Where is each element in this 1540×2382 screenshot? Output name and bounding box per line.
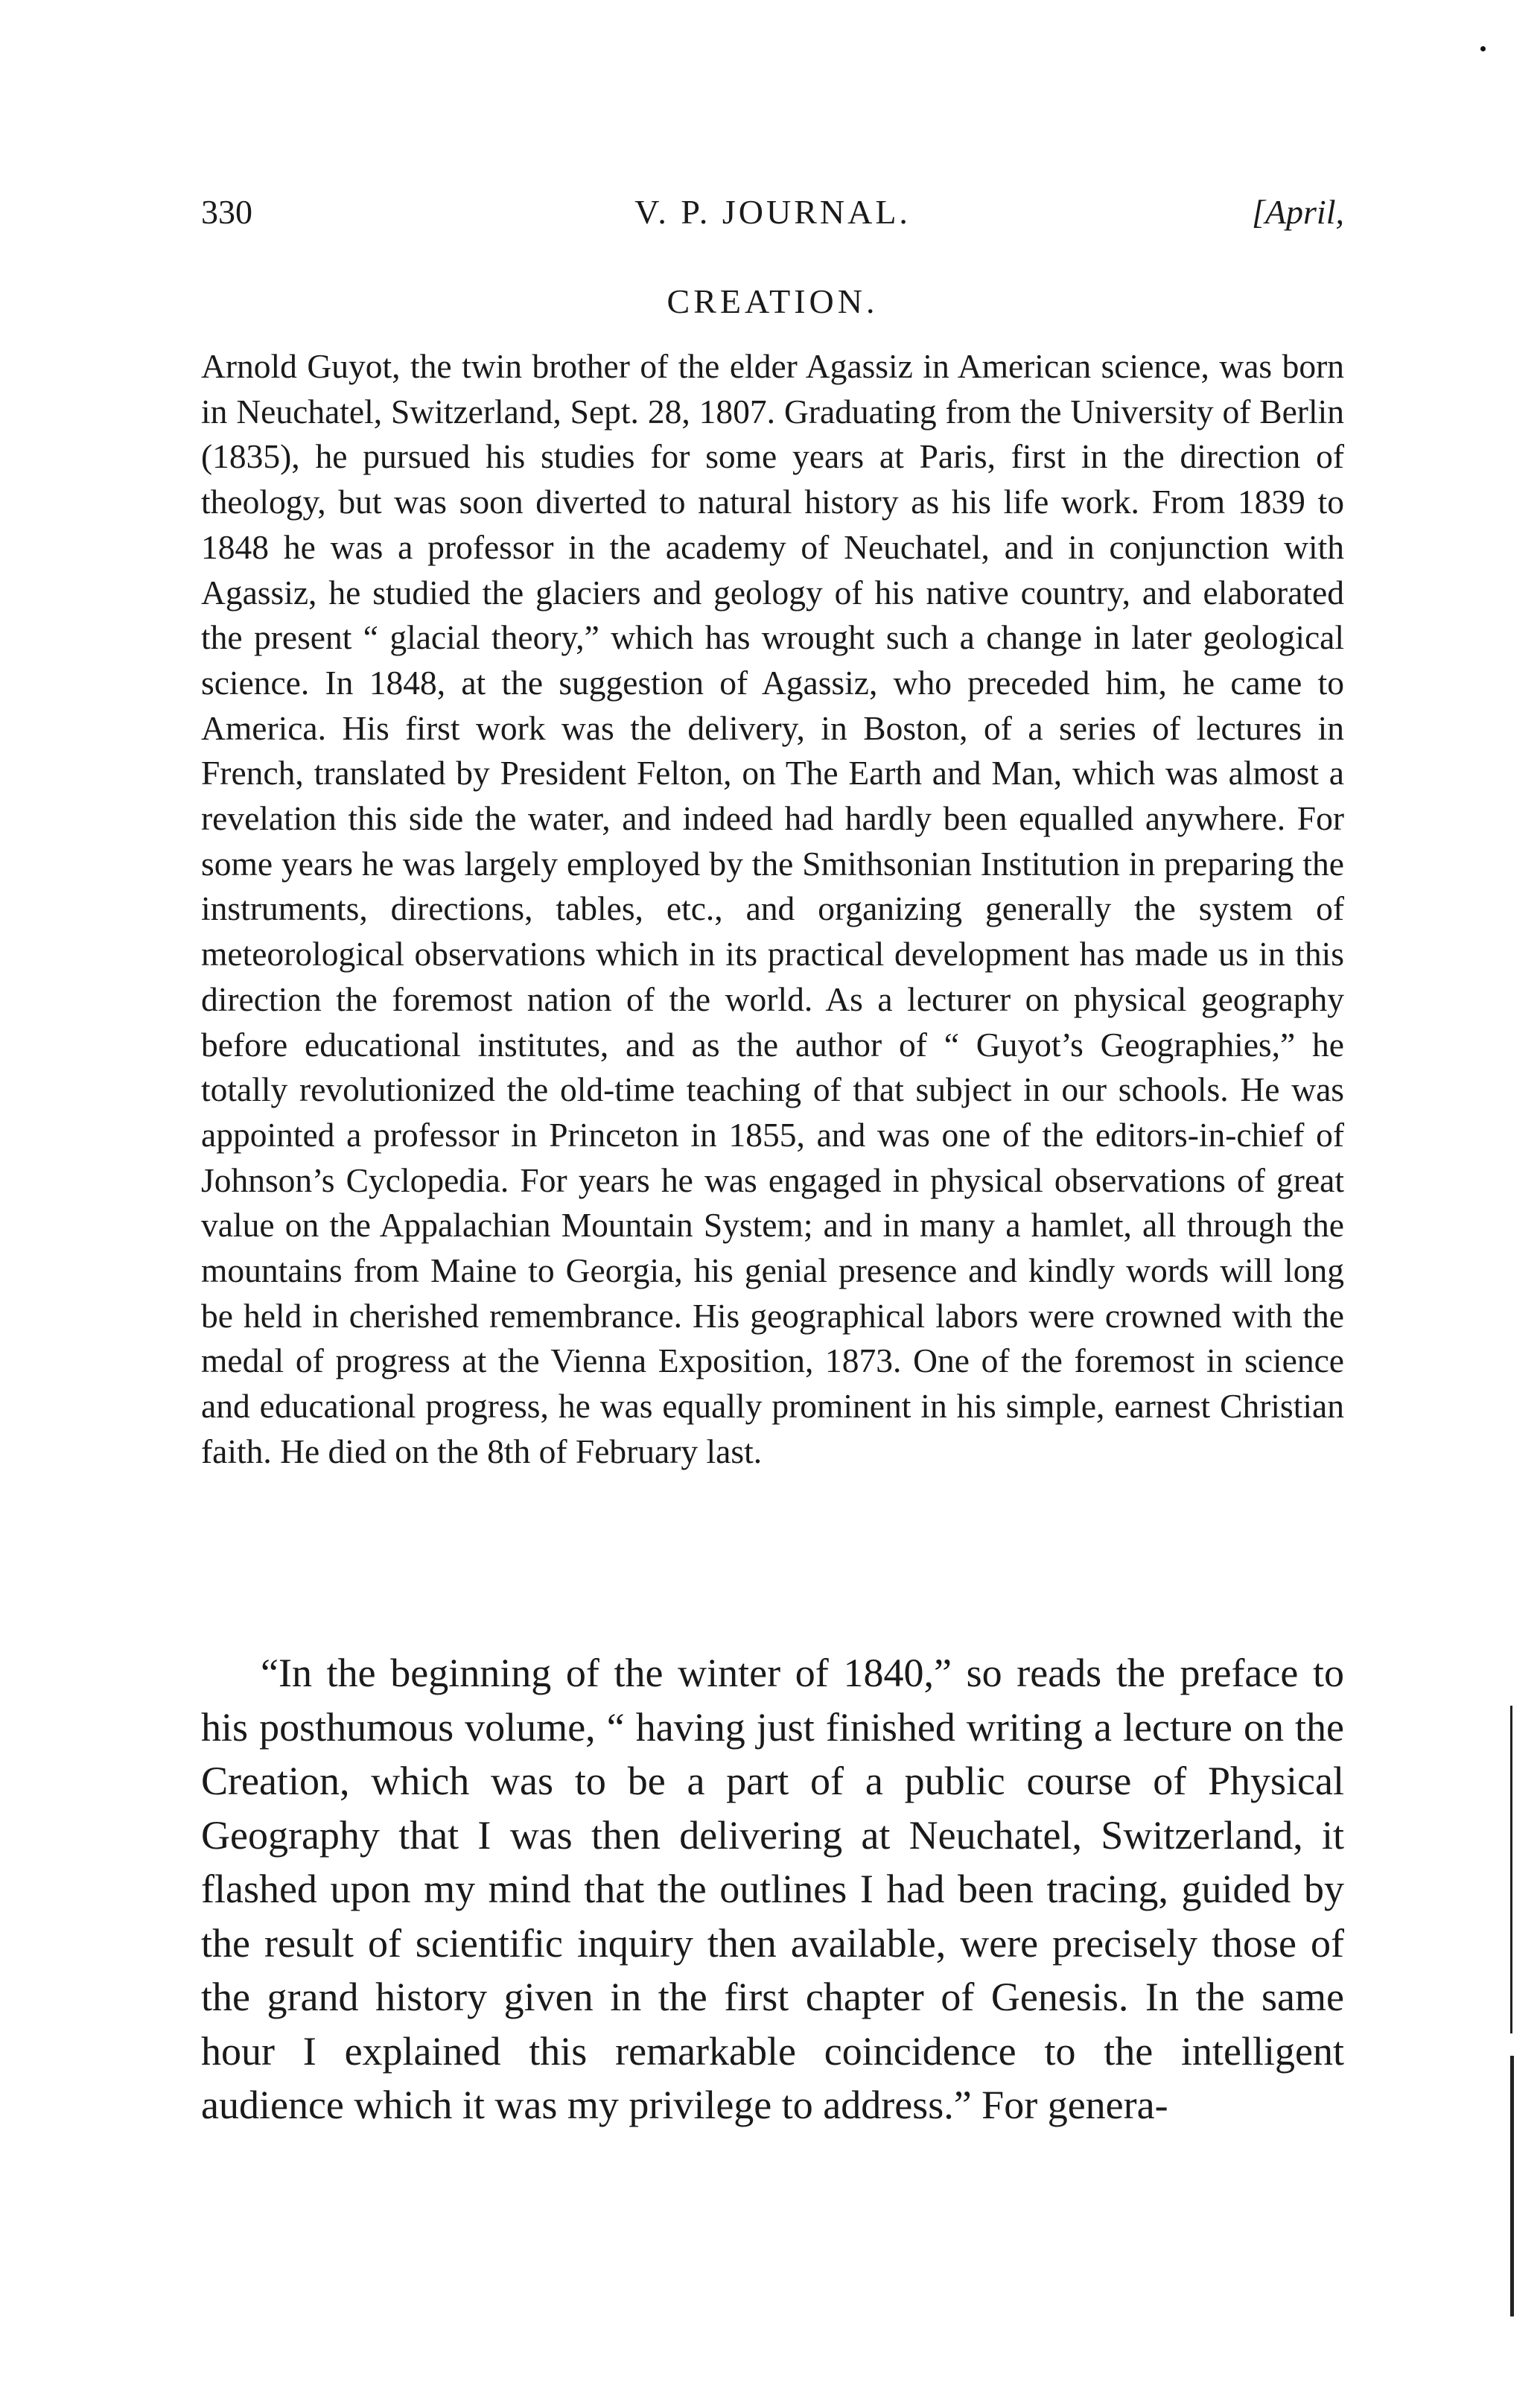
page-number: 330 (201, 193, 252, 231)
paragraph-preface-quote: “In the beginning of the winter of 1840,” so reads the preface to his posthumous volume, “ having just finished writing a lecture on the Creation, which was to be a part of a public course of Physical Geography that I was then delivering at Neuchatel, Switzerland, it flashed upon my mind that the outlines I had been tracing, guided by the result of scientific inquiry then available, were precisely those of the grand history given in the first chapter of Genesis. In the same hour I explained this remarkable coincidence to the intelligent audience which it was my privilege to address.” For genera- (201, 1651, 1344, 2127)
paragraph-biography: Arnold Guyot, the twin brother of the elder Agassiz in American science, was born in Neuchatel, Switzerland, Sept. 28, 1807. Graduating from the University of Berlin (1835), he pursued his studies for some years at Paris, first in the direction of theology, but was soon diverted to natural history as his life work. From 1839 to 1848 he was a professor in the academy of Neuchatel, and in conjunction with Agassiz, he studied the glaciers and geology of his native country, and elaborated the present “ glacial theory,” which has wrought such a change in later geological science. In 1848, at the suggestion of Agassiz, who preceded him, he came to America. His first work was the delivery, in Boston, of a series of lectures in French, translated by President Felton, on The Earth and Man, which was almost a revelation this side the water, and indeed had hardly been equalled anywhere. For some years he was largely employed by the Smithsonian Institution in preparing the instruments, directions, tables, etc., and organizing generally the system of meteorological observations which in its practical development has made us in this direction the foremost nation of the world. As a lecturer on physical geography before educational institutes, and as the author of “ Guyot’s Geographies,” he totally revolutionized the old-time teaching of that subject in our schools. He was appointed a professor in Princeton in 1855, and was one of the editors-in-chief of Johnson’s Cyclopedia. For years he was engaged in physical observations of great value on the Appalachian Mountain System; and in many a hamlet, all through the mountains from Maine to Georgia, his genial presence and kindly words will long be held in cherished remembrance. His geographical labors were crowned with the medal of progress at the Vienna Exposition, 1873. One of the foremost in science and educational progress, he was equally prominent in his simple, earnest Christian faith. He died on the 8th of February last. (201, 347, 1344, 1470)
article-title: CREATION. (666, 282, 879, 320)
page-header (201, 192, 1344, 252)
margin-rule (1510, 1706, 1512, 2033)
header-month: [April, (1252, 193, 1344, 231)
scan-speck (1480, 46, 1486, 51)
margin-rule (1510, 2056, 1514, 2316)
running-title: V. P. JOURNAL. (634, 193, 911, 231)
